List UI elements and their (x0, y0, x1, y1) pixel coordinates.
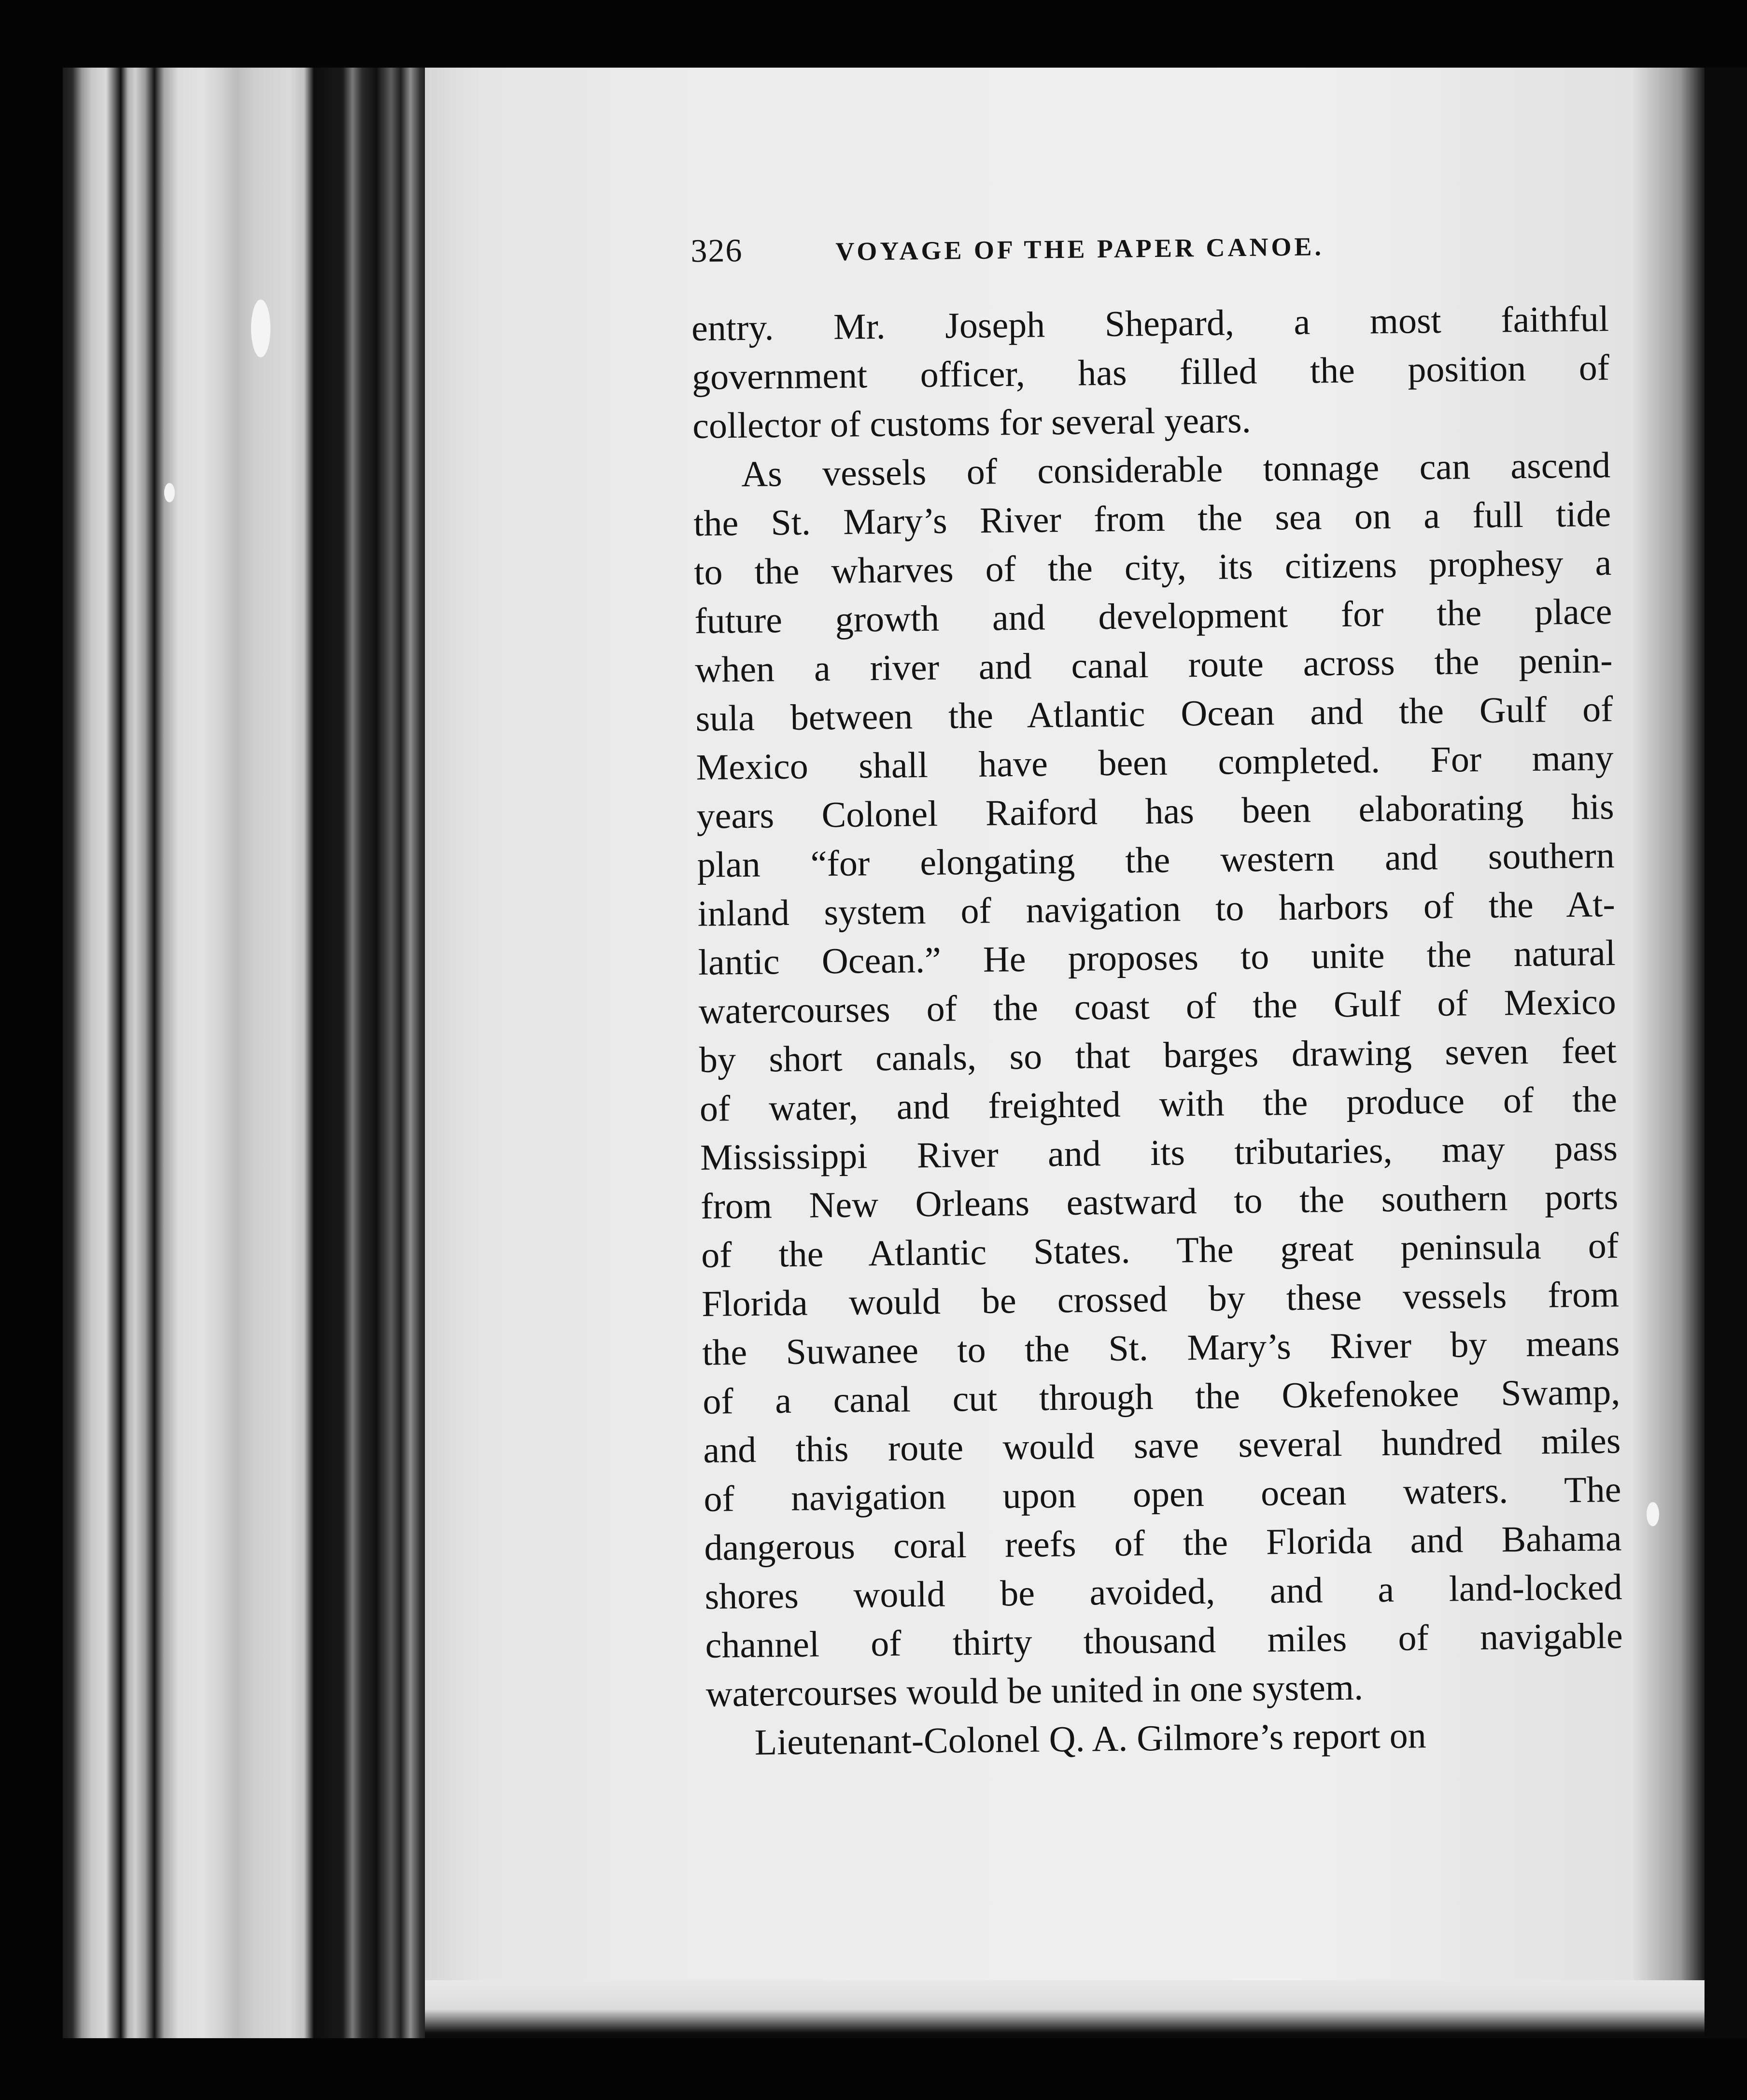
paragraph (706, 1709, 1624, 1768)
text-line: collector of customs for several years. (692, 399, 1252, 446)
page-number: 326 (690, 231, 743, 269)
text-line: of the Atlantic States. The great peninsula of (701, 1225, 1619, 1276)
text-line: lantic Ocean.” He proposes to unite the natural (698, 933, 1616, 983)
text-line: dangerous coral reefs of the Florida and Bahama (704, 1518, 1622, 1568)
text-line: by short canals, so that barges drawing seven feet (699, 1030, 1617, 1080)
running-head (690, 222, 1608, 290)
text-line: watercourses of the coast of the Gulf of Mexico (698, 981, 1617, 1032)
text-line: the St. Mary’s River from the sea on a full tide (693, 494, 1611, 544)
paragraph (691, 295, 1610, 451)
scan-speck (1647, 1502, 1659, 1526)
text-line: years Colonel Raiford has been elaborating his (696, 786, 1615, 837)
text-line: Lieutenant-Colonel Q. A. Gilmore’s report on (754, 1715, 1427, 1763)
text-line: of water, and freighted with the produce of the (699, 1079, 1618, 1129)
text-line: plan “for elongating the western and southern (697, 835, 1615, 885)
text-line: Mississippi River and its tributaries, may pass (700, 1128, 1618, 1178)
text-line: from New Orleans eastward to the southern ports (700, 1176, 1619, 1227)
text-line: shores would be avoided, and a land-locked (704, 1566, 1622, 1617)
text-line: future growth and development for the place (694, 591, 1612, 641)
page-text (690, 222, 1624, 1768)
right-binding-shadow (1705, 68, 1747, 2038)
scan-speck (164, 483, 175, 502)
text-line: sula between the Atlantic Ocean and the Gulf of (695, 689, 1613, 739)
text-line: Florida would be crossed by these vessels from (701, 1274, 1620, 1324)
text-line: of a canal cut through the Okefenokee Swamp, (702, 1371, 1620, 1422)
text-line: Mexico shall have been completed. For many (696, 738, 1614, 788)
text-line: to the wharves of the city, its citizens prophesy a (693, 542, 1612, 593)
text-line: watercourses would be united in one system. (705, 1667, 1364, 1715)
text-line: when a river and canal route across the penin- (695, 640, 1613, 690)
text-line: of navigation upon open ocean waters. The (704, 1469, 1621, 1519)
text-line: channel of thirty thousand miles of navigable (705, 1615, 1623, 1666)
text-line: government officer, has filled the position of (691, 347, 1610, 397)
text-line: and this route would save several hundred miles (703, 1420, 1621, 1471)
paragraph (693, 441, 1623, 1719)
body-text (691, 295, 1624, 1768)
text-line: the Suwanee to the St. Mary’s River by means (702, 1322, 1620, 1373)
bottom-page-edge (425, 1980, 1705, 2038)
text-line: As vessels of considerable tonnage can ascend (741, 445, 1611, 495)
running-title: VOYAGE OF THE PAPER CANOE. (835, 232, 1324, 266)
text-line: entry. Mr. Joseph Shepard, a most faithful (691, 298, 1609, 349)
scan-speck (251, 299, 270, 357)
text-line: inland system of navigation to harbors of the At- (697, 884, 1616, 934)
